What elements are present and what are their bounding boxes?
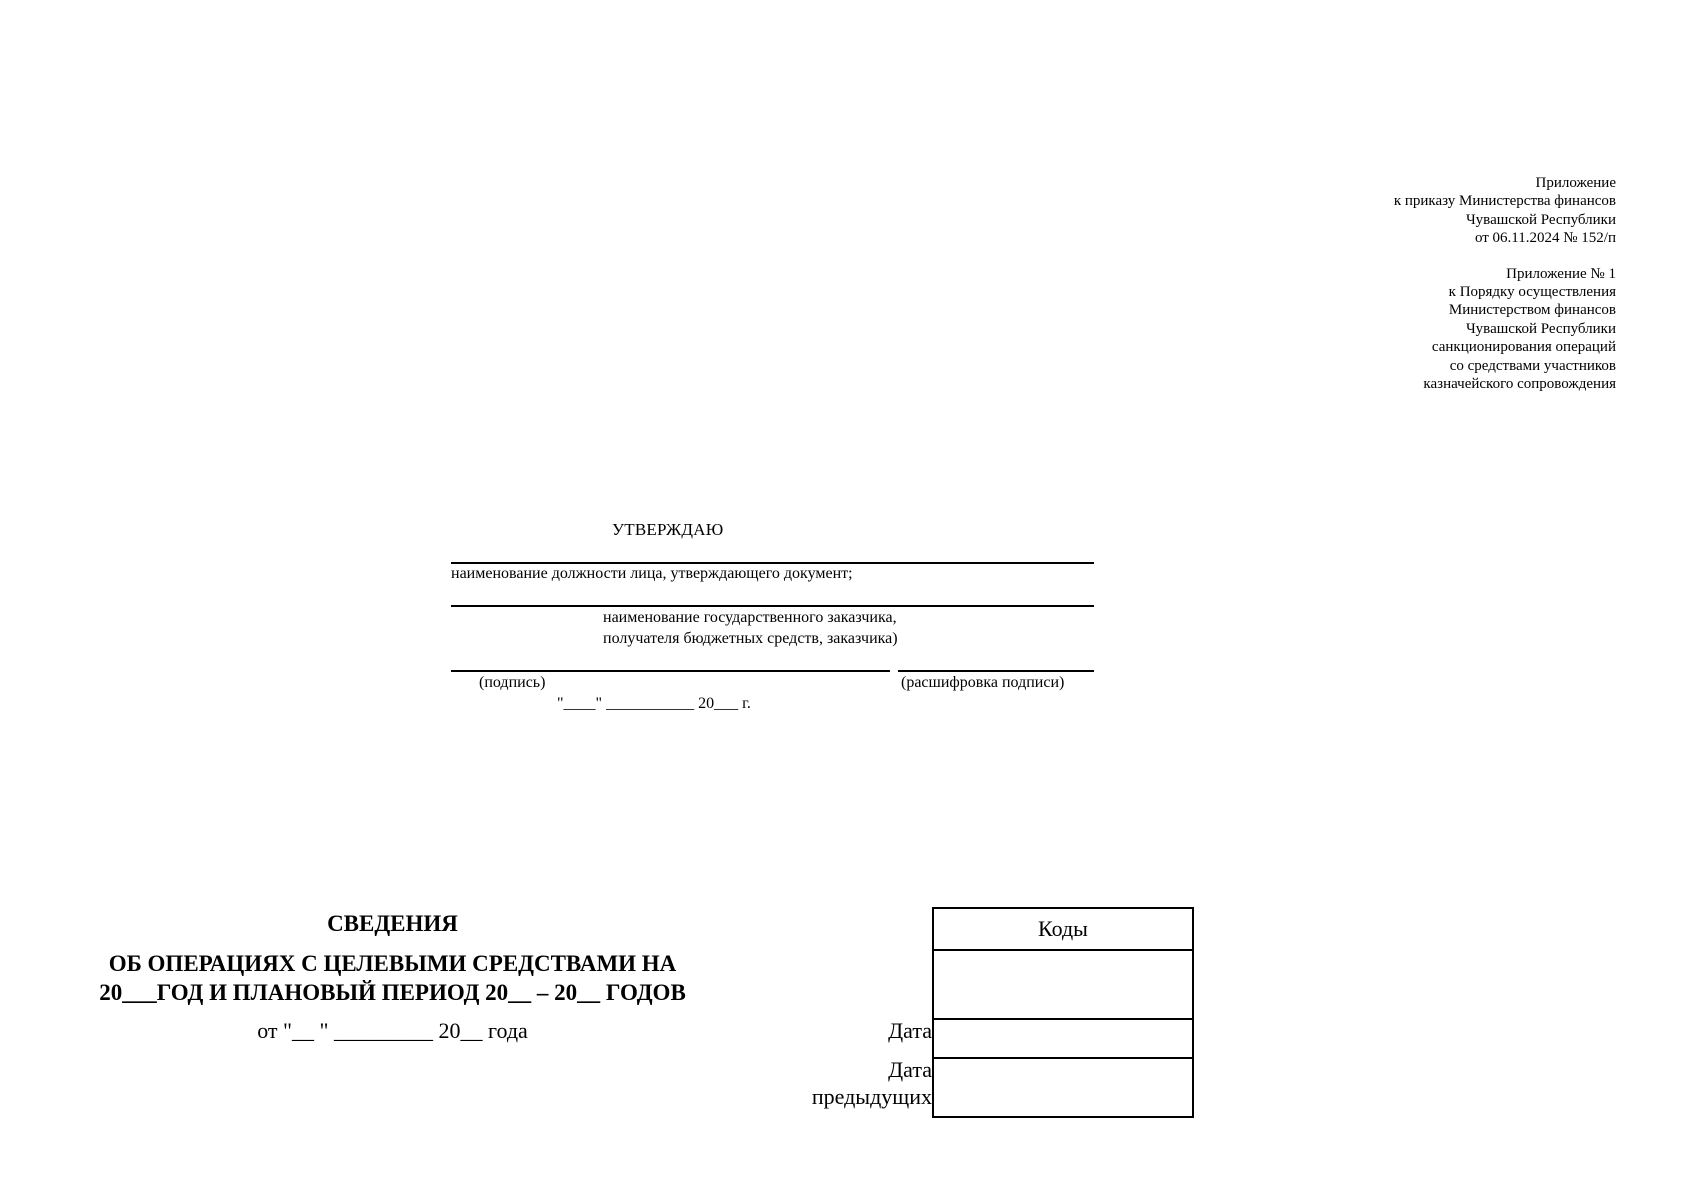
codes-header: Коды: [1038, 916, 1088, 941]
approval-date-line: "____" ___________ 20___ г.: [557, 695, 751, 712]
customer-caption-line-1: наименование государственного заказчика,: [603, 609, 897, 626]
header-spacer: [1156, 248, 1616, 265]
appendix-line-6: со средствами участников: [1449, 357, 1616, 374]
approve-title: УТВЕРЖДАЮ: [612, 520, 724, 539]
signature-caption: (подпись): [479, 674, 546, 691]
order-reference-block: [1156, 174, 1616, 393]
date-label: Дата: [888, 1018, 932, 1043]
codes-cell-prev-date: [934, 1057, 1192, 1116]
codes-table: [932, 907, 1194, 1118]
document-subtitle-line-1: ОБ ОПЕРАЦИЯХ С ЦЕЛЕВЫМИ СРЕДСТВАМИ НА: [108, 951, 677, 976]
appendix-line-1: Приложение № 1: [1506, 265, 1616, 282]
document-title: СВЕДЕНИЯ: [327, 911, 458, 936]
appendix-line-7: казначейского сопровождения: [1423, 376, 1616, 393]
order-line-4: от 06.11.2024 № 152/п: [1474, 230, 1616, 247]
appendix-line-4: Чувашской Республики: [1465, 320, 1616, 337]
prev-date-label-line-1: Дата: [888, 1057, 932, 1082]
codes-cell-form: [934, 949, 1192, 1018]
appendix-line-3: Министерством финансов: [1448, 302, 1616, 319]
signature-decode-caption: (расшифровка подписи): [901, 674, 1065, 691]
prev-date-label-line-2: предыдущих: [811, 1084, 932, 1109]
order-line-2: к приказу Министерства финансов: [1393, 193, 1616, 210]
codes-cell-date: [934, 1018, 1192, 1057]
signature-decode-line: [898, 670, 1094, 672]
appendix-line-2: к Порядку осуществления: [1448, 284, 1616, 301]
position-caption: наименование должности лица, утверждающего документ;: [451, 565, 853, 582]
appendix-line-5: санкционирования операций: [1431, 339, 1616, 356]
order-line-1: Приложение: [1535, 175, 1616, 191]
signature-line: [451, 670, 890, 672]
document-subtitle-line-2: 20___ГОД И ПЛАНОВЫЙ ПЕРИОД 20__ – 20__ ГОДОВ: [99, 980, 686, 1005]
customer-caption-line-2: получателя бюджетных средств, заказчика): [603, 630, 898, 647]
document-date-line: от "__ " _________ 20__ года: [257, 1018, 528, 1043]
customer-line: [451, 605, 1094, 607]
order-line-3: Чувашской Республики: [1465, 211, 1616, 228]
